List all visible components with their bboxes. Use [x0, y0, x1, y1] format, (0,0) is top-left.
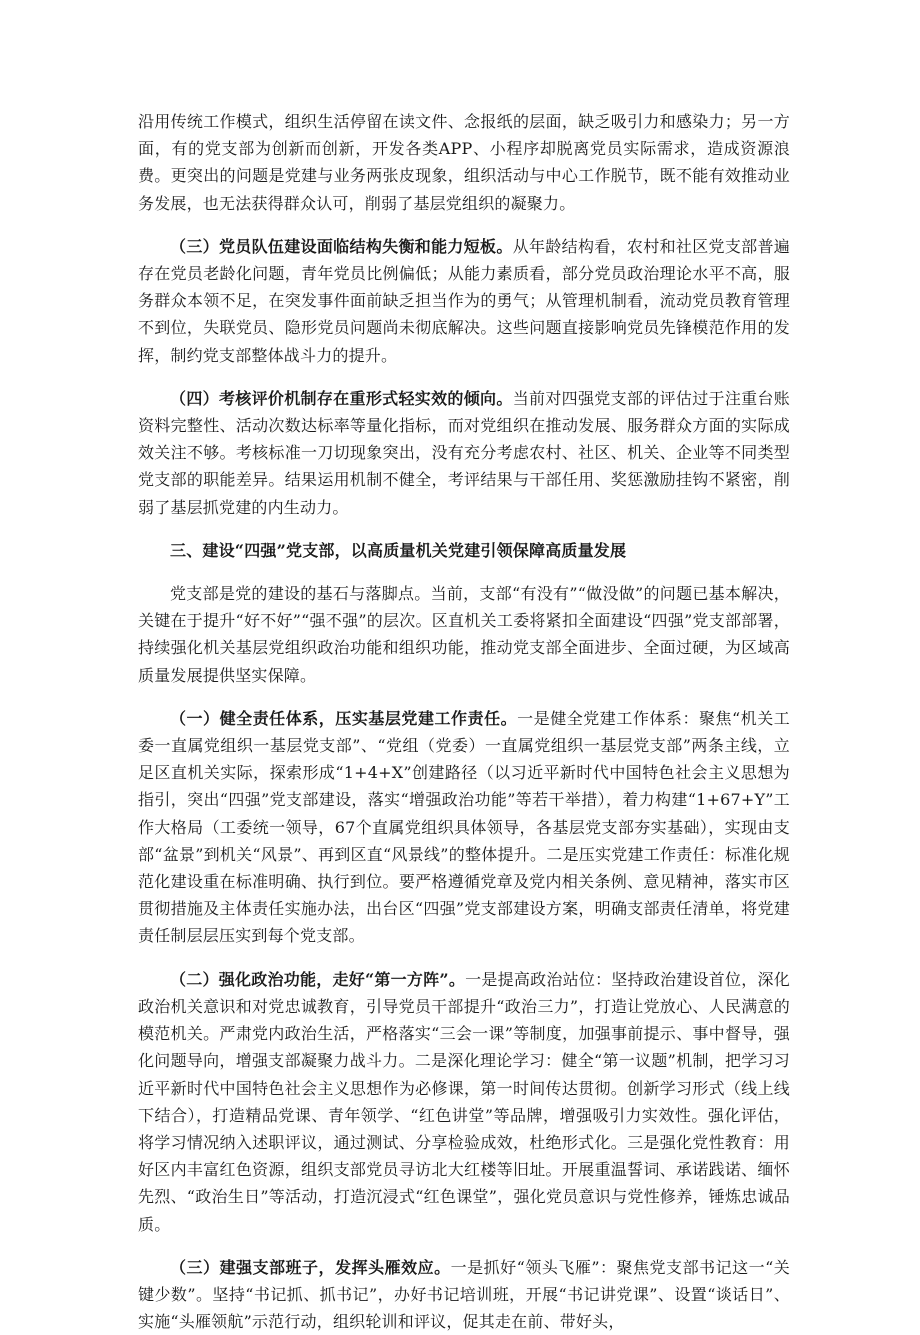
section3-lead-paragraph: 党支部是党的建设的基石与落脚点。当前，支部“有没有”“做没做”的问题已基本解决，关键在于提升“好不好”“强不强”的层次。区直机关工委将紧扣全面建设“四强”党支部部署，持续强化机关基层党组织政治功能和组织功能，推动党支部全面进步、全面过硬，为区域高质量发展提供坚实保障。	[138, 584, 790, 685]
section3-item3-paragraph	[138, 1254, 790, 1335]
intro-paragraph: 沿用传统工作模式，组织生活停留在读文件、念报纸的层面，缺乏吸引力和感染力；另一方面，有的党支部为创新而创新，开发各类APP、小程序却脱离党员实际需求，造成资源浪费。更突出的问题是党建与业务两张皮现象，组织活动与中心工作脱节，既不能有效推动业务发展，也无法获得群众认可，削弱了基层党组织的凝聚力。	[138, 112, 790, 213]
section3-item1-title: （一）健全责任体系，压实基层党建工作责任。	[170, 708, 518, 728]
section3-item3-title: （三）建强支部班子，发挥头雁效应。	[170, 1257, 451, 1277]
section2-item4-title: （四）考核评价机制存在重形式轻实效的倾向。	[170, 388, 513, 408]
section3-item2-body: 一是提高政治站位：坚持政治建设首位，深化政治机关意识和对党忠诚教育，引导党员干部提升“政治三力”，打造让党放心、人民满意的模范机关。严肃党内政治生活，严格落实“三会一课”等制度，加强事前提示、事中督导，强化问题导向，增强支部凝聚力战斗力。二是深化理论学习：健全“第一议题”机制，把学习习近平新时代中国特色社会主义思想作为必修课，第一时间传达贯彻。创新学习形式（线上线下结合），打造精品党课、青年领学、“红色讲堂”等品牌，增强吸引力实效性。强化评估，将学习情况纳入述职评议，通过测试、分享检验成效，杜绝形式化。三是强化党性教育：用好区内丰富红色资源，组织支部党员寻访北大红楼等旧址。开展重温誓词、承诺践诺、缅怀先烈、“政治生日”等活动，打造沉浸式“红色课堂”，强化党员意识与党性修养，锤炼忠诚品质。	[138, 969, 790, 1234]
document-page	[138, 108, 790, 1335]
section3-item1-paragraph	[138, 705, 790, 950]
section3-item2-title: （二）强化政治功能，走好“第一方阵”。	[170, 969, 466, 989]
section3-heading: 三、建设“四强”党支部，以高质量机关党建引领保障高质量发展	[170, 540, 627, 560]
section2-item3-title: （三）党员队伍建设面临结构失衡和能力短板。	[170, 236, 513, 256]
section2-item3-paragraph	[138, 233, 790, 369]
section3-item2-paragraph	[138, 966, 790, 1238]
section3-item1-body: 一是健全党建工作体系：聚焦“机关工委一直属党组织一基层党支部”、“党组（党委）一直属党组织一基层党支部”两条主线，立足区直机关实际，探索形成“1+4+X”创建路径（以习近平新时代中国特色社会主义思想为指引，突出“四强”党支部建设，落实“增强政治功能”等若干举措），着力构建“1+67+Y”工作大格局（工委统一领导，67个直属党组织具体领导，各基层党支部夯实基础），实现由支部“盆景”到机关“风景”、再到区直“风景线”的整体提升。二是压实党建工作责任：标准化规范化建设重在标准明确、执行到位。要严格遵循党章及党内相关条例、意见精神，落实市区贯彻措施及主体责任实施办法，出台区“四强”党支部建设方案，明确支部责任清单，将党建责任制层层压实到每个党支部。	[138, 708, 790, 946]
section2-item4-body: 当前对四强党支部的评估过于注重台账资料完整性、活动次数达标率等量化指标，而对党组织在推动发展、服务群众方面的实际成效关注不够。考核标准一刀切现象突出，没有充分考虑农村、社区、机关、企业等不同类型党支部的职能差异。结果运用机制不健全，考评结果与干部任用、奖惩激励挂钩不紧密，削弱了基层抓党建的内生动力。	[138, 388, 791, 517]
section2-item3-body: 从年龄结构看，农村和社区党支部普遍存在党员老龄化问题，青年党员比例偏低；从能力素质看，部分党员政治理论水平不高，服务群众本领不足，在突发事件面前缺乏担当作为的勇气；从管理机制看，流动党员教育管理不到位，失联党员、隐形党员问题尚未彻底解决。这些问题直接影响党员先锋模范作用的发挥，制约党支部整体战斗力的提升。	[138, 236, 791, 365]
section3-item3-body: 一是抓好“领头飞雁”：聚焦党支部书记这一“关键少数”。坚持“书记抓、抓书记”，办好书记培训班，开展“书记讲党课”、设置“谈话日”、实施“头雁领航”示范行动，组织轮训和评议，促其走在前、带好头，	[138, 1257, 790, 1332]
section2-item4-paragraph	[138, 385, 790, 521]
